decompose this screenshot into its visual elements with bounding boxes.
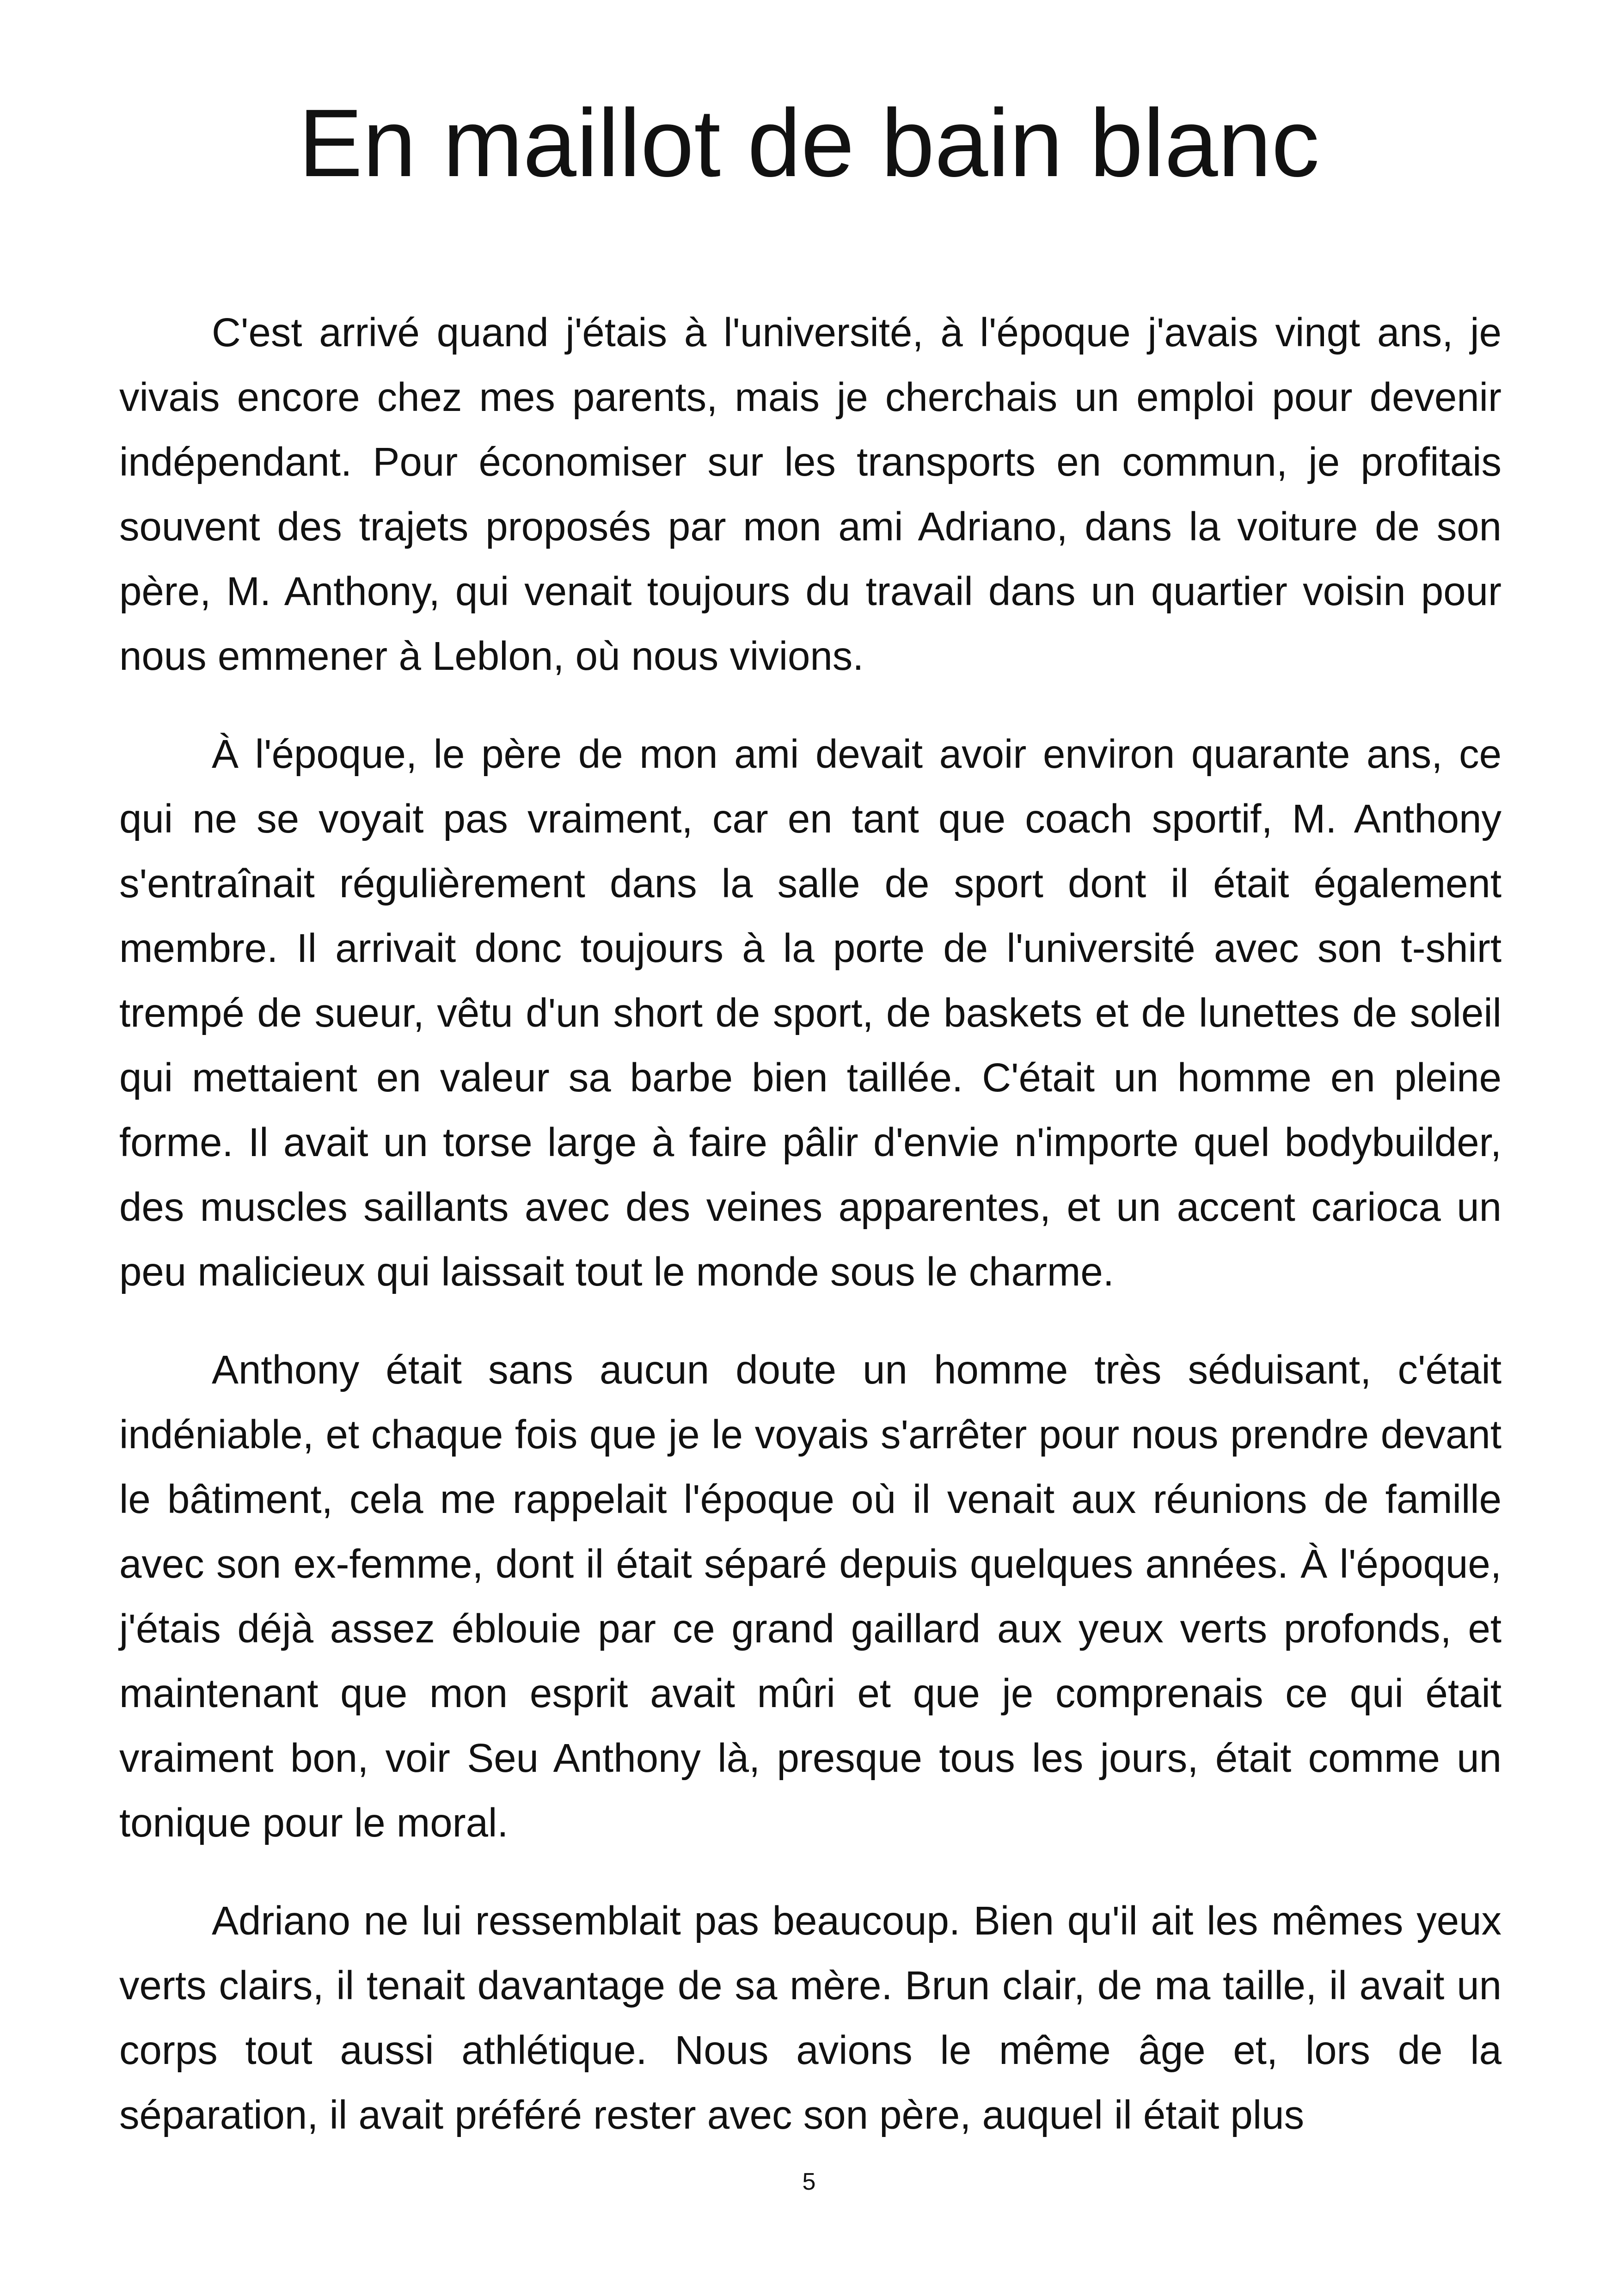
page-number: 5 [802, 2168, 816, 2195]
page-title: En maillot de bain blanc [298, 90, 1320, 197]
paragraph-2: À l'époque, le père de mon ami devait avoir environ quarante ans, ce qui ne se voyait pas vraiment, car en tant que coach sportif, M. Anthony s'entraînait régulièrement dans la salle de sport dont il était également membre. Il arrivait donc toujours à la porte de l'université avec son t-shirt trempé de sueur, vêtu d'un short de sport, de baskets et de lunettes de soleil qui mettaient en valeur sa barbe bien taillée. C'était un homme en pleine forme. Il avait un torse large à faire pâlir d'envie n'importe quel bodybuilder, des muscles saillants avec des veines apparentes, et un accent carioca un peu malicieux qui laissait tout le monde sous le charme. [119, 732, 1502, 1294]
paragraph-3: Anthony était sans aucun doute un homme très séduisant, c'était indéniable, et chaque fois que je le voyais s'arrêter pour nous prendre devant le bâtiment, cela me rappelait l'époque où il venait aux réunions de famille avec son ex-femme, dont il était séparé depuis quelques années. À l'époque, j'étais déjà assez éblouie par ce grand gaillard aux yeux verts profonds, et maintenant que mon esprit avait mûri et que je comprenais ce qui était vraiment bon, voir Seu Anthony là, presque tous les jours, était comme un tonique pour le moral. [119, 1347, 1502, 1845]
paragraph-4: Adriano ne lui ressemblait pas beaucoup. Bien qu'il ait les mêmes yeux verts clairs, il tenait davantage de sa mère. Brun clair, de ma taille, il avait un corps tout aussi athlétique. Nous avions le même âge et, lors de la séparation, il avait préféré rester avec son père, auquel il était plus [119, 1898, 1502, 2137]
paragraph-1: C'est arrivé quand j'étais à l'université, à l'époque j'avais vingt ans, je vivais encore chez mes parents, mais je cherchais un emploi pour devenir indépendant. Pour économiser sur les transports en commun, je profitais souvent des trajets proposés par mon ami Adriano, dans la voiture de son père, M. Anthony, qui venait toujours du travail dans un quartier voisin pour nous emmener à Leblon, où nous vivions. [119, 310, 1502, 679]
body-text [119, 300, 1502, 2181]
